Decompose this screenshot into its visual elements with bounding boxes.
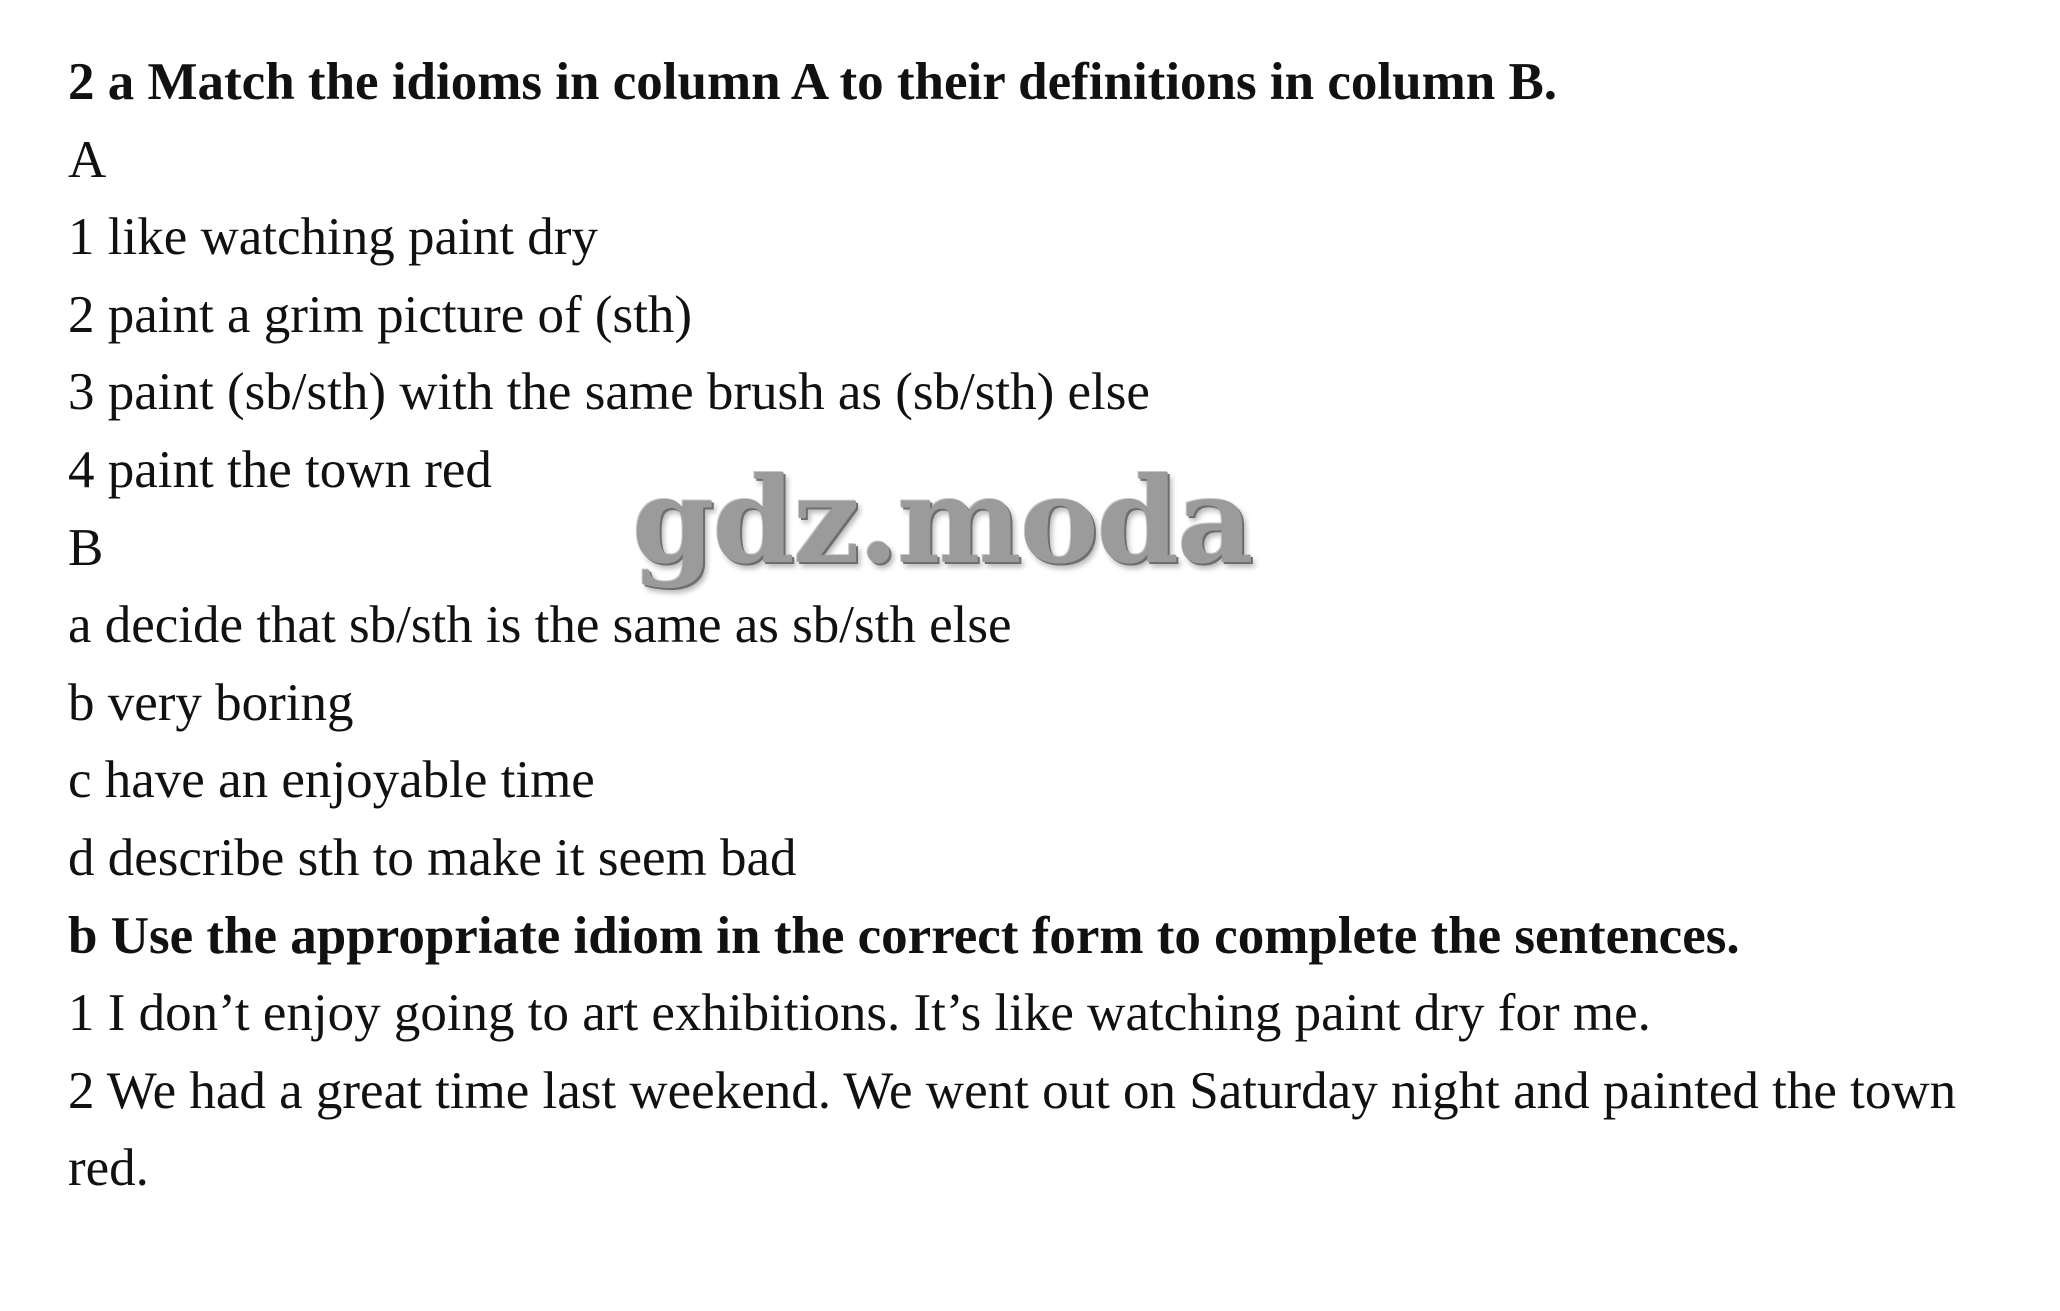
exercise-document — [68, 44, 2028, 1208]
column-a-item: 2 paint a grim picture of (sth) — [68, 285, 693, 344]
watermark-logo: gdz.moda — [632, 451, 1252, 590]
column-a-label: A — [68, 130, 107, 189]
task-a-heading: 2 a Match the idioms in column A to their definitions in column B. — [68, 53, 1558, 111]
column-b-item: d describe sth to make it seem bad — [68, 828, 797, 887]
sentence-item: 2 We had a great time last weekend. We went out on Saturday night and painted the town red. — [68, 1061, 1957, 1198]
sentence-item: 1 I don’t enjoy going to art exhibitions. It’s like watching paint dry for me. — [68, 984, 1651, 1043]
column-a-item: 4 paint the town red — [68, 440, 492, 499]
column-a-item: 3 paint (sb/sth) with the same brush as (sb/sth) else — [68, 363, 1150, 422]
column-b-item: b very boring — [68, 673, 354, 732]
column-b-label: B — [68, 518, 104, 577]
column-b-item: c have an enjoyable time — [68, 751, 595, 810]
task-b-heading: b Use the appropriate idiom in the correct form to complete the sentences. — [68, 906, 1740, 965]
column-b-item: a decide that sb/sth is the same as sb/sth else — [68, 596, 1012, 655]
column-a-item: 1 like watching paint dry — [68, 208, 598, 267]
